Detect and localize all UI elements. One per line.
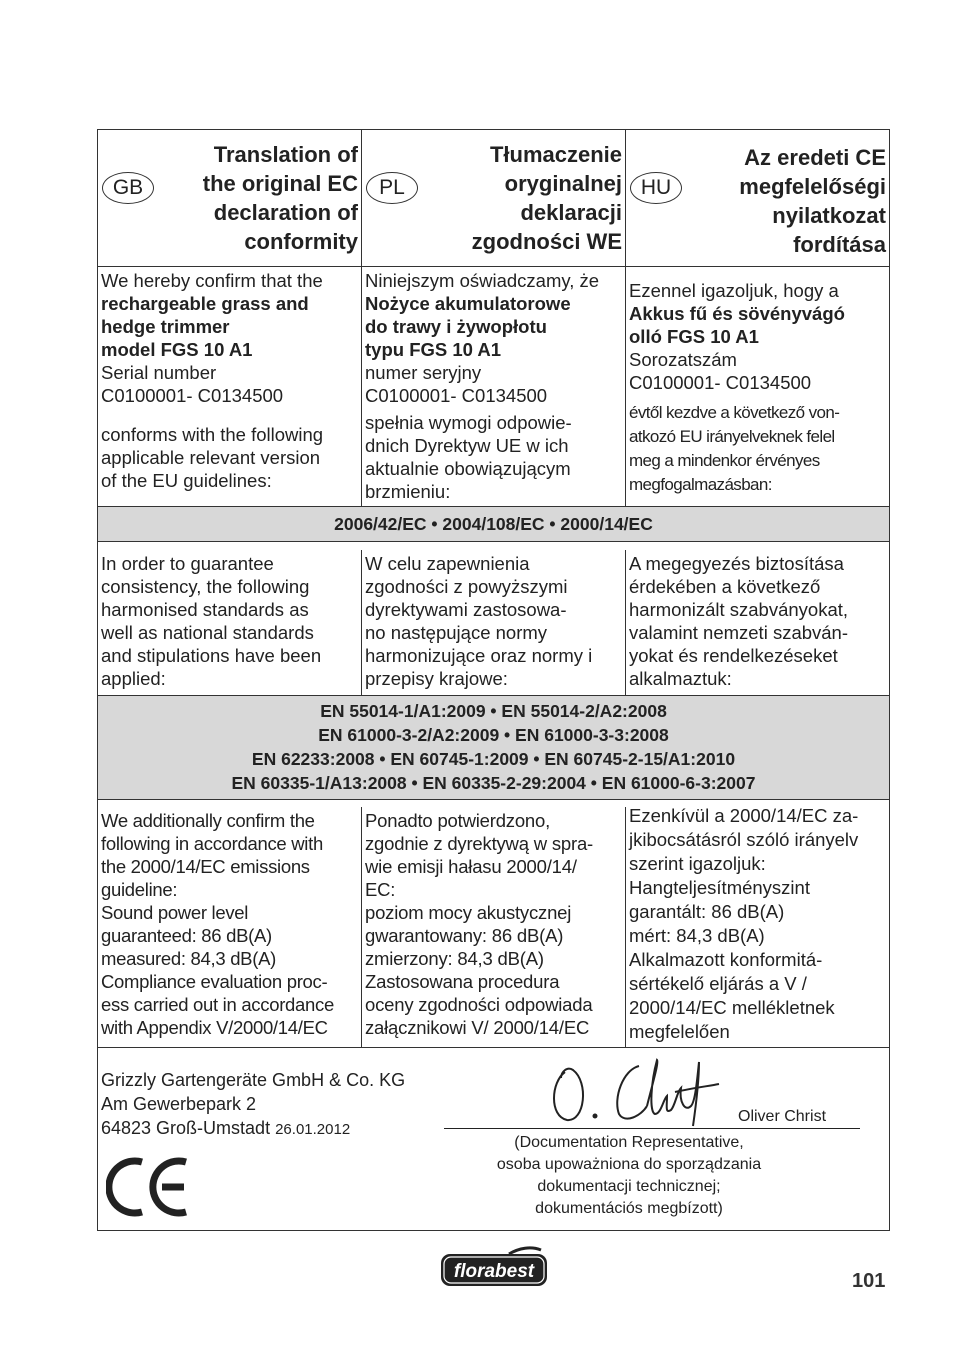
text-line: the 2000/14/EC emissions (101, 856, 310, 877)
text-line: W celu zapewnienia (365, 553, 530, 574)
serial-label: Serial number (101, 362, 217, 383)
signatory-role (444, 1132, 814, 1220)
text-line: zgodnie z dyrektywą w spra- (365, 833, 593, 854)
conforms-line: spełnia wymogi odpowie- (365, 412, 572, 433)
standards-intro-hu (626, 550, 889, 695)
header-hu (626, 130, 889, 266)
header-gb (98, 130, 362, 266)
text-line: Hangteljesítményszint (629, 877, 810, 898)
conforms-line: évtől kezdve a következő von- (629, 403, 840, 422)
intro-text: Ezennel igazoljuk, hogy a (629, 280, 839, 301)
company-street: Am Gewerbepark 2 (101, 1094, 257, 1114)
company-name: Grizzly Gartengeräte GmbH & Co. KG (101, 1070, 406, 1090)
emissions-row (98, 800, 889, 1048)
text-line: yokat és rendelkezéseket (629, 645, 838, 666)
text-line: no następujące normy (365, 622, 548, 643)
text-line: EC: (365, 879, 396, 900)
product-line: do trawy i żywopłotu (365, 316, 547, 337)
language-badge-pl: PL (366, 172, 418, 204)
conforms-line: brzmieniu: (365, 481, 451, 502)
confirmation-gb (98, 267, 362, 506)
title-line: zgodności WE (471, 229, 622, 254)
title-line: fordítása (793, 232, 886, 257)
confirmation-pl (362, 267, 626, 506)
role-line: dokumentacji technicznej; (537, 1178, 721, 1195)
emissions-gb (98, 807, 362, 1047)
title-line: Tłumaczenie (489, 142, 622, 167)
conforms-line: atkozó EU irányelveknek felel (629, 427, 835, 446)
header-title-gb (203, 140, 358, 256)
emissions-pl (362, 807, 626, 1047)
declaration-date: 26.01.2012 (275, 1121, 351, 1138)
serial-range: C0100001- C0134500 (101, 385, 284, 406)
signature-line (444, 1128, 860, 1129)
text-line: and stipulations have been (101, 645, 322, 666)
title-line: oryginalnej (504, 171, 622, 196)
conforms-line: aktualnie obowiązującym (365, 458, 571, 479)
title-line: the original EC (202, 171, 358, 196)
page-number: 101 (852, 1270, 886, 1292)
text-line: zmierzony: 84,3 dB(A) (365, 948, 544, 969)
standard-line: EN 61000-3-2/A2:2009 • EN 61000-3-3:2008 (318, 725, 669, 745)
text-line: with Appendix V/2000/14/EC (101, 1017, 328, 1038)
text-line: applied: (101, 668, 166, 689)
text-line: Ezenkívül a 2000/14/EC za- (629, 805, 859, 826)
title-line: Az eredeti CE (744, 145, 886, 170)
text-line: harmonizált szabványokat, (629, 599, 849, 620)
directives-bar (98, 507, 889, 542)
text-line: érdekében a következő (629, 576, 821, 597)
standards-intro-pl (362, 550, 626, 695)
emissions-hu (626, 802, 889, 1047)
conforms-line: applicable relevant version (101, 447, 321, 468)
text-line: We additionally confirm the (101, 810, 315, 831)
text-line: przepisy krajowe: (365, 668, 508, 689)
product-line: hedge trimmer (101, 316, 230, 337)
text-line: measured: 84,3 dB(A) (101, 948, 276, 969)
text-line: Alkalmazott konformitá- (629, 949, 823, 970)
intro-text: Niniejszym oświadczamy, że (365, 270, 600, 291)
text-line: Ponadto potwierdzono, (365, 810, 551, 831)
text-line: szerint igazoljuk: (629, 853, 766, 874)
role-line: dokumentációs megbízott) (535, 1200, 723, 1217)
conforms-line: meg a mindenkor érvényes (629, 451, 820, 470)
signature-image (543, 1052, 723, 1137)
confirmation-row (98, 267, 889, 507)
brand-text: florabest (453, 1261, 535, 1282)
title-line: declaration of (213, 200, 358, 225)
declaration-table (97, 129, 890, 1231)
header-title-pl (472, 140, 622, 256)
header-pl (362, 130, 626, 266)
conforms-line: of the EU guidelines: (101, 470, 272, 491)
product-line: Akkus fű és sövényvágó (629, 303, 845, 324)
text-line: jkibocsátásról szóló irányelv (629, 829, 859, 850)
serial-range: C0100001- C0134500 (629, 372, 812, 393)
title-line: nyilatkozat (772, 203, 886, 228)
serial-range: C0100001- C0134500 (365, 385, 548, 406)
product-line: model FGS 10 A1 (101, 339, 253, 360)
text-line: guaranteed: 86 dB(A) (101, 925, 272, 946)
text-line: załącznikowi V/ 2000/14/EC (365, 1017, 590, 1038)
language-badge-gb: GB (102, 172, 154, 204)
standard-line: EN 55014-1/A1:2009 • EN 55014-2/A2:2008 (320, 701, 667, 721)
product-line: Nożyce akumulatorowe (365, 293, 571, 314)
header-row (98, 130, 889, 267)
title-line: Translation of (213, 142, 358, 167)
text-line: ess carried out in accordance (101, 994, 334, 1015)
ce-mark-icon (106, 1154, 190, 1225)
text-line: harmonizujące oraz normy i (365, 645, 593, 666)
text-line: following in accordance with (101, 833, 323, 854)
text-line: zgodności z powyższymi (365, 576, 568, 597)
text-line: In order to guarantee (101, 553, 274, 574)
text-line: mért: 84,3 dB(A) (629, 925, 765, 946)
title-line: megfelelőségi (739, 174, 886, 199)
conforms-line: megfogalmazásban: (629, 475, 772, 494)
text-line: megfelelően (629, 1021, 730, 1042)
text-line: consistency, the following (101, 576, 310, 597)
text-line: garantált: 86 dB(A) (629, 901, 785, 922)
title-line: deklaracji (520, 200, 622, 225)
product-line: rechargeable grass and (101, 293, 309, 314)
serial-label: numer seryjny (365, 362, 482, 383)
conforms-line: dnich Dyrektyw UE w ich (365, 435, 569, 456)
product-line: olló FGS 10 A1 (629, 326, 759, 347)
text-line: alkalmaztuk: (629, 668, 732, 689)
text-line: oceny zgodności odpowiada (365, 994, 593, 1015)
header-title-hu (739, 143, 886, 259)
title-line: conformity (244, 229, 358, 254)
text-line: gwarantowany: 86 dB(A) (365, 925, 564, 946)
text-line: 2000/14/EC mellékletnek (629, 997, 835, 1018)
florabest-logo (439, 1246, 551, 1295)
text-line: valamint nemzeti szabván- (629, 622, 849, 643)
text-line: dyrektywami zastosowa- (365, 599, 567, 620)
text-line: A megegyezés biztosítása (629, 553, 844, 574)
company-city: 64823 Groß-Umstadt (101, 1118, 271, 1138)
intro-text: We hereby confirm that the (101, 270, 323, 291)
language-badge-hu: HU (630, 172, 682, 204)
text-line: poziom mocy akustycznej (365, 902, 572, 923)
standards-intro-row (98, 542, 889, 696)
signatory-name: Oliver Christ (738, 1108, 827, 1125)
standard-line: EN 62233:2008 • EN 60745-1:2009 • EN 60745-2-15/A1:2010 (251, 749, 736, 769)
role-line: osoba upoważniona do sporządzania (496, 1156, 762, 1173)
text-line: harmonised standards as (101, 599, 309, 620)
signature-row (98, 1048, 889, 1230)
role-line: (Documentation Representative, (514, 1134, 744, 1151)
text-line: well as national standards (101, 622, 314, 643)
company-address (101, 1068, 405, 1142)
text-line: Compliance evaluation proc- (101, 971, 328, 992)
text-line: Sound power level (101, 902, 249, 923)
standards-intro-gb (98, 550, 362, 695)
standard-line: EN 60335-1/A13:2008 • EN 60335-2-29:2004 • EN 61000-6-3:2007 (231, 773, 756, 793)
standards-bar (98, 696, 889, 800)
directives-text: 2006/42/EC • 2004/108/EC • 2000/14/EC (334, 514, 653, 534)
text-line: wie emisji hałasu 2000/14/ (365, 856, 577, 877)
serial-label: Sorozatszám (629, 349, 737, 370)
text-line: Zastosowana procedura (365, 971, 560, 992)
text-line: sértékelő eljárás a V / (629, 973, 807, 994)
confirmation-hu (626, 267, 889, 506)
text-line: guideline: (101, 879, 178, 900)
product-line: typu FGS 10 A1 (365, 339, 502, 360)
conforms-line: conforms with the following (101, 424, 324, 445)
